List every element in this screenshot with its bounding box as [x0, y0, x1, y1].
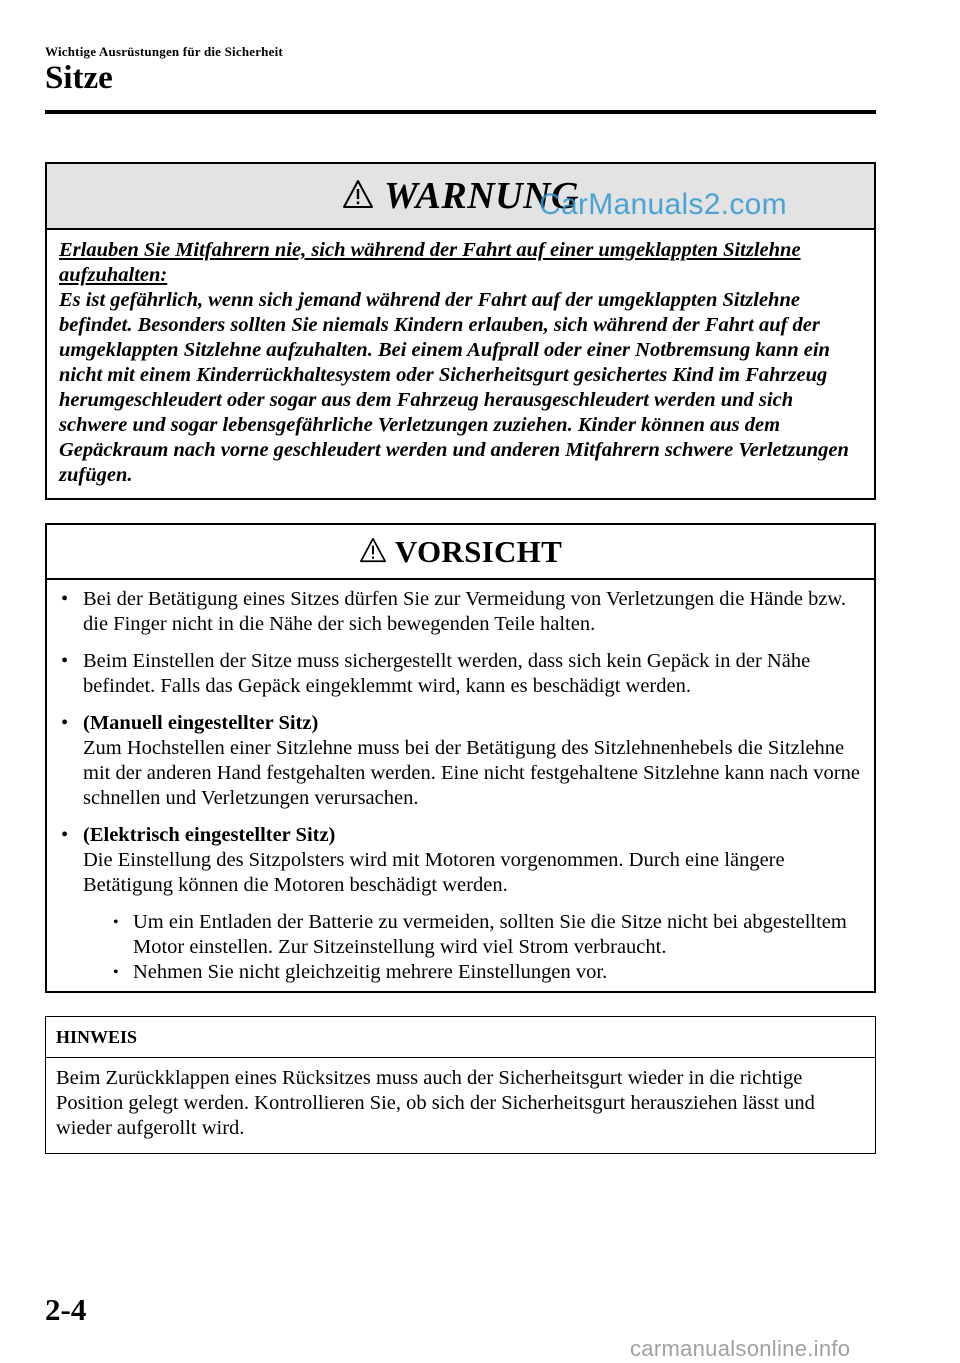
- sub-bullet-text: Um ein Entladen der Batterie zu vermeiden, sollten Sie die Sitze nicht bei abgestelltem Motor einstellen. Zur Sitzeinstellung wird viel Strom verbraucht.: [133, 911, 847, 958]
- bullet-heading: (Elektrisch eingestellter Sitz): [83, 824, 336, 846]
- sub-bullet-dot-icon: •: [113, 964, 119, 981]
- caution-box: [45, 523, 876, 993]
- sub-bullet: [83, 960, 866, 985]
- caution-body: [47, 580, 874, 985]
- bullet-heading: (Manuell eingestellter Sitz): [83, 712, 319, 734]
- bullet-text: Zum Hochstellen einer Sitzlehne muss bei der Betätigung des Sitzlehnenhebels die Sitzlehne mit der anderen Hand festgehalten werden. Eine nicht festgehaltene Sitzlehne kann nach vorne schnellen und Verletzungen verursachen.: [83, 737, 860, 809]
- page-title: Sitze: [45, 60, 113, 96]
- note-header: HINWEIS: [46, 1017, 875, 1058]
- warning-text: Es ist gefährlich, wenn sich jemand während der Fahrt auf der umgeklappten Sitzlehne befindet. Besonders sollten Sie niemals Kindern erlauben, sich während der Fahrt auf der umgeklappten Sitzlehne aufzuhalten. Bei einem Aufprall oder einer Notbremsung kann ein nicht mit einem Kinderrückhaltesystem oder Sicherheitsgurt gesichertes Kind im Fahrzeug herumgeschleudert oder sogar aus dem Fahrzeug herausgeschleudert werden und sich schwere und sogar lebensgefährliche Verletzungen zuziehen. Kinder können aus dem Gepäckraum nach vorne geschleudert werden und anderen Mitfahrern schwere Verletzungen zufügen.: [59, 289, 849, 486]
- caution-bullet: [59, 649, 866, 699]
- warning-lead: Erlauben Sie Mitfahrern nie, sich während der Fahrt auf einer umgeklappten Sitzlehne aufzuhalten:: [59, 239, 801, 286]
- bullet-text: Bei der Betätigung eines Sitzes dürfen Sie zur Vermeidung von Verletzungen die Hände bzw. die Finger nicht in die Nähe der sich bewegenden Teile halten.: [83, 588, 847, 635]
- section-label: Wichtige Ausrüstungen für die Sicherheit: [45, 44, 283, 59]
- bullet-dot-icon: •: [61, 824, 69, 846]
- bullet-dot-icon: •: [61, 650, 69, 672]
- sub-bullet: [83, 910, 866, 960]
- warning-body: [47, 230, 874, 488]
- sub-bullet-dot-icon: •: [113, 914, 119, 931]
- bullet-text: Die Einstellung des Sitzpolsters wird mit Motoren vorgenommen. Durch eine längere Betätigung können die Motoren beschädigt werden.: [83, 849, 785, 896]
- caution-bullet: [59, 587, 866, 637]
- caution-bullet: [59, 711, 866, 811]
- sub-bullet-text: Nehmen Sie nicht gleichzeitig mehrere Einstellungen vor.: [133, 961, 608, 983]
- warning-triangle-icon: [342, 179, 374, 209]
- caution-triangle-icon: [359, 537, 387, 563]
- bullet-text: Beim Einstellen der Sitze muss sichergestellt werden, dass sich kein Gepäck in der Nähe befindet. Falls das Gepäck eingeklemmt wird, kann es beschädigt werden.: [83, 650, 811, 697]
- warning-box: [45, 162, 876, 500]
- caution-bullet: [59, 823, 866, 985]
- watermark-text: CarManuals2.com: [539, 188, 787, 221]
- caution-header: [47, 525, 874, 580]
- page-number: 2-4: [45, 1292, 87, 1327]
- bullet-dot-icon: •: [61, 588, 69, 610]
- footer-site-mark: carmanualsonline.info: [630, 1336, 851, 1361]
- sub-bullet-list: [83, 910, 866, 985]
- note-body: Beim Zurückklappen eines Rücksitzes muss auch der Sicherheitsgurt wieder in die richtige Position gelegt werden. Kontrollieren Sie, ob sich der Sicherheitsgurt herausziehen lässt und wieder aufgerollt wird.: [56, 1067, 815, 1139]
- warning-header: [47, 164, 874, 230]
- warning-title: WARNUNG: [384, 175, 579, 217]
- title-rule: [45, 110, 876, 114]
- caution-title: VORSICHT: [394, 533, 563, 569]
- bullet-dot-icon: •: [61, 712, 69, 734]
- note-box: [45, 1016, 876, 1154]
